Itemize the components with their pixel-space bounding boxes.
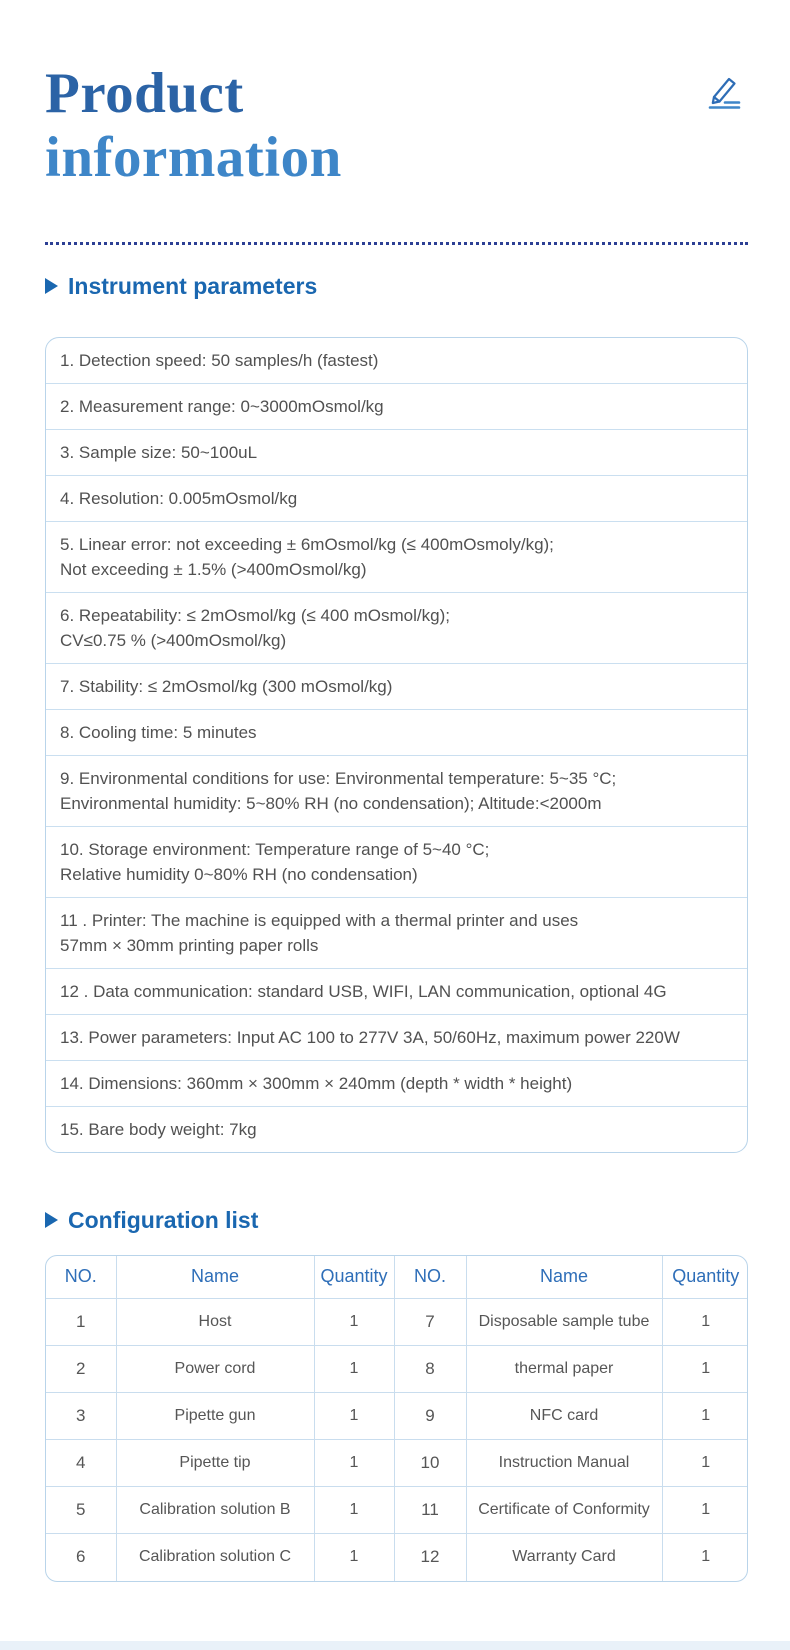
- triangle-bullet-icon: [45, 1212, 58, 1228]
- table-row: [46, 1534, 748, 1581]
- table-row: [46, 1346, 748, 1393]
- cell-name: Warranty Card: [466, 1534, 662, 1581]
- cell-name: thermal paper: [466, 1346, 662, 1393]
- column-header-quantity-left: Quantity: [314, 1256, 394, 1299]
- table-row: [46, 1487, 748, 1534]
- parameter-row: [46, 710, 747, 756]
- cell-name: Disposable sample tube: [466, 1299, 662, 1346]
- cell-no: 2: [46, 1346, 116, 1393]
- cell-quantity: 1: [662, 1440, 748, 1487]
- cell-quantity: 1: [314, 1299, 394, 1346]
- parameter-row: [46, 476, 747, 522]
- parameter-text: Relative humidity 0~80% RH (no condensation): [60, 864, 418, 884]
- parameter-text: 13. Power parameters: Input AC 100 to 277V 3A, 50/60Hz, maximum power 220W: [60, 1027, 680, 1047]
- parameter-row: [46, 664, 747, 710]
- parameter-row: [46, 1107, 747, 1152]
- parameter-text: 7. Stability: ≤ 2mOsmol/kg (300 mOsmol/kg): [60, 676, 393, 696]
- cell-name: Instruction Manual: [466, 1440, 662, 1487]
- page-title-line2: information: [45, 125, 342, 189]
- parameter-row: [46, 384, 747, 430]
- instrument-parameters-heading: [45, 271, 748, 301]
- cell-quantity: 1: [662, 1487, 748, 1534]
- cell-name: Power cord: [116, 1346, 314, 1393]
- table-header-row: [46, 1256, 748, 1299]
- cell-no: 5: [46, 1487, 116, 1534]
- column-header-name-left: Name: [116, 1256, 314, 1299]
- cell-no: 11: [394, 1487, 466, 1534]
- cell-no: 12: [394, 1534, 466, 1581]
- parameter-text: CV≤0.75 % (>400mOsmol/kg): [60, 630, 287, 650]
- table-row: [46, 1440, 748, 1487]
- dotted-divider: [45, 242, 748, 245]
- cell-no: 7: [394, 1299, 466, 1346]
- instrument-parameters-heading-label: Instrument parameters: [68, 272, 318, 299]
- parameter-row: [46, 756, 747, 827]
- parameter-text: Not exceeding ± 1.5% (>400mOsmol/kg): [60, 559, 367, 579]
- cell-name: Host: [116, 1299, 314, 1346]
- cell-quantity: 1: [314, 1346, 394, 1393]
- parameter-text: 3. Sample size: 50~100uL: [60, 442, 258, 462]
- cell-name: Calibration solution C: [116, 1534, 314, 1581]
- cell-quantity: 1: [662, 1393, 748, 1440]
- table-row: [46, 1393, 748, 1440]
- cell-name: Calibration solution B: [116, 1487, 314, 1534]
- cell-no: 9: [394, 1393, 466, 1440]
- configuration-list-heading: [45, 1205, 748, 1235]
- bottom-section-bar: [0, 1641, 790, 1650]
- parameter-text: 9. Environmental conditions for use: Environmental temperature: 5~35 °C;: [60, 768, 617, 788]
- cell-name: Pipette tip: [116, 1440, 314, 1487]
- cell-name: NFC card: [466, 1393, 662, 1440]
- parameter-row: [46, 430, 747, 476]
- parameter-text: 11 . Printer: The machine is equipped with a thermal printer and uses: [60, 910, 579, 930]
- cell-no: 10: [394, 1440, 466, 1487]
- parameter-text: 10. Storage environment: Temperature range of 5~40 °C;: [60, 839, 490, 859]
- parameter-text: 12 . Data communication: standard USB, WIFI, LAN communication, optional 4G: [60, 981, 667, 1001]
- page-title: [45, 62, 748, 190]
- table-row: [46, 1299, 748, 1346]
- configuration-table-wrapper: [45, 1255, 748, 1582]
- parameter-text: 57mm × 30mm printing paper rolls: [60, 935, 319, 955]
- parameter-text: 15. Bare body weight: 7kg: [60, 1119, 257, 1139]
- cell-no: 1: [46, 1299, 116, 1346]
- cell-name: Certificate of Conformity: [466, 1487, 662, 1534]
- page-header: [45, 62, 748, 190]
- column-header-name-right: Name: [466, 1256, 662, 1299]
- parameter-text: 8. Cooling time: 5 minutes: [60, 722, 257, 742]
- parameter-row: [46, 522, 747, 593]
- parameter-text: 4. Resolution: 0.005mOsmol/kg: [60, 488, 298, 508]
- cell-quantity: 1: [662, 1346, 748, 1393]
- cell-no: 6: [46, 1534, 116, 1581]
- cell-quantity: 1: [314, 1534, 394, 1581]
- parameter-text: 6. Repeatability: ≤ 2mOsmol/kg (≤ 400 mOsmol/kg);: [60, 605, 450, 625]
- column-header-quantity-right: Quantity: [662, 1256, 748, 1299]
- configuration-list-heading-label: Configuration list: [68, 1206, 259, 1233]
- pencil-edit-icon: [703, 72, 745, 119]
- parameter-text: 14. Dimensions: 360mm × 300mm × 240mm (depth * width * height): [60, 1073, 573, 1093]
- cell-quantity: 1: [314, 1440, 394, 1487]
- configuration-table: [46, 1256, 748, 1581]
- parameter-row: [46, 593, 747, 664]
- parameter-text: 2. Measurement range: 0~3000mOsmol/kg: [60, 396, 384, 416]
- parameter-text: Environmental humidity: 5~80% RH (no condensation); Altitude:<2000m: [60, 793, 602, 813]
- parameter-row: [46, 898, 747, 969]
- parameter-row: [46, 338, 747, 384]
- parameter-text: 1. Detection speed: 50 samples/h (fastest): [60, 350, 379, 370]
- cell-quantity: 1: [314, 1393, 394, 1440]
- parameter-row: [46, 969, 747, 1015]
- column-header-no-right: NO.: [394, 1256, 466, 1299]
- column-header-no-left: NO.: [46, 1256, 116, 1299]
- triangle-bullet-icon: [45, 278, 58, 294]
- parameter-row: [46, 1061, 747, 1107]
- instrument-parameters-box: [45, 337, 748, 1153]
- cell-name: Pipette gun: [116, 1393, 314, 1440]
- parameter-row: [46, 827, 747, 898]
- cell-quantity: 1: [701, 1548, 711, 1566]
- cell-no: 4: [46, 1440, 116, 1487]
- parameter-text: 5. Linear error: not exceeding ± 6mOsmol/kg (≤ 400mOsmoly/kg);: [60, 534, 554, 554]
- parameter-row: [46, 1015, 747, 1061]
- cell-no: 3: [46, 1393, 116, 1440]
- cell-quantity: 1: [314, 1487, 394, 1534]
- cell-quantity: 1: [662, 1299, 748, 1346]
- cell-no: 8: [394, 1346, 466, 1393]
- page-title-line1: Product: [45, 62, 244, 125]
